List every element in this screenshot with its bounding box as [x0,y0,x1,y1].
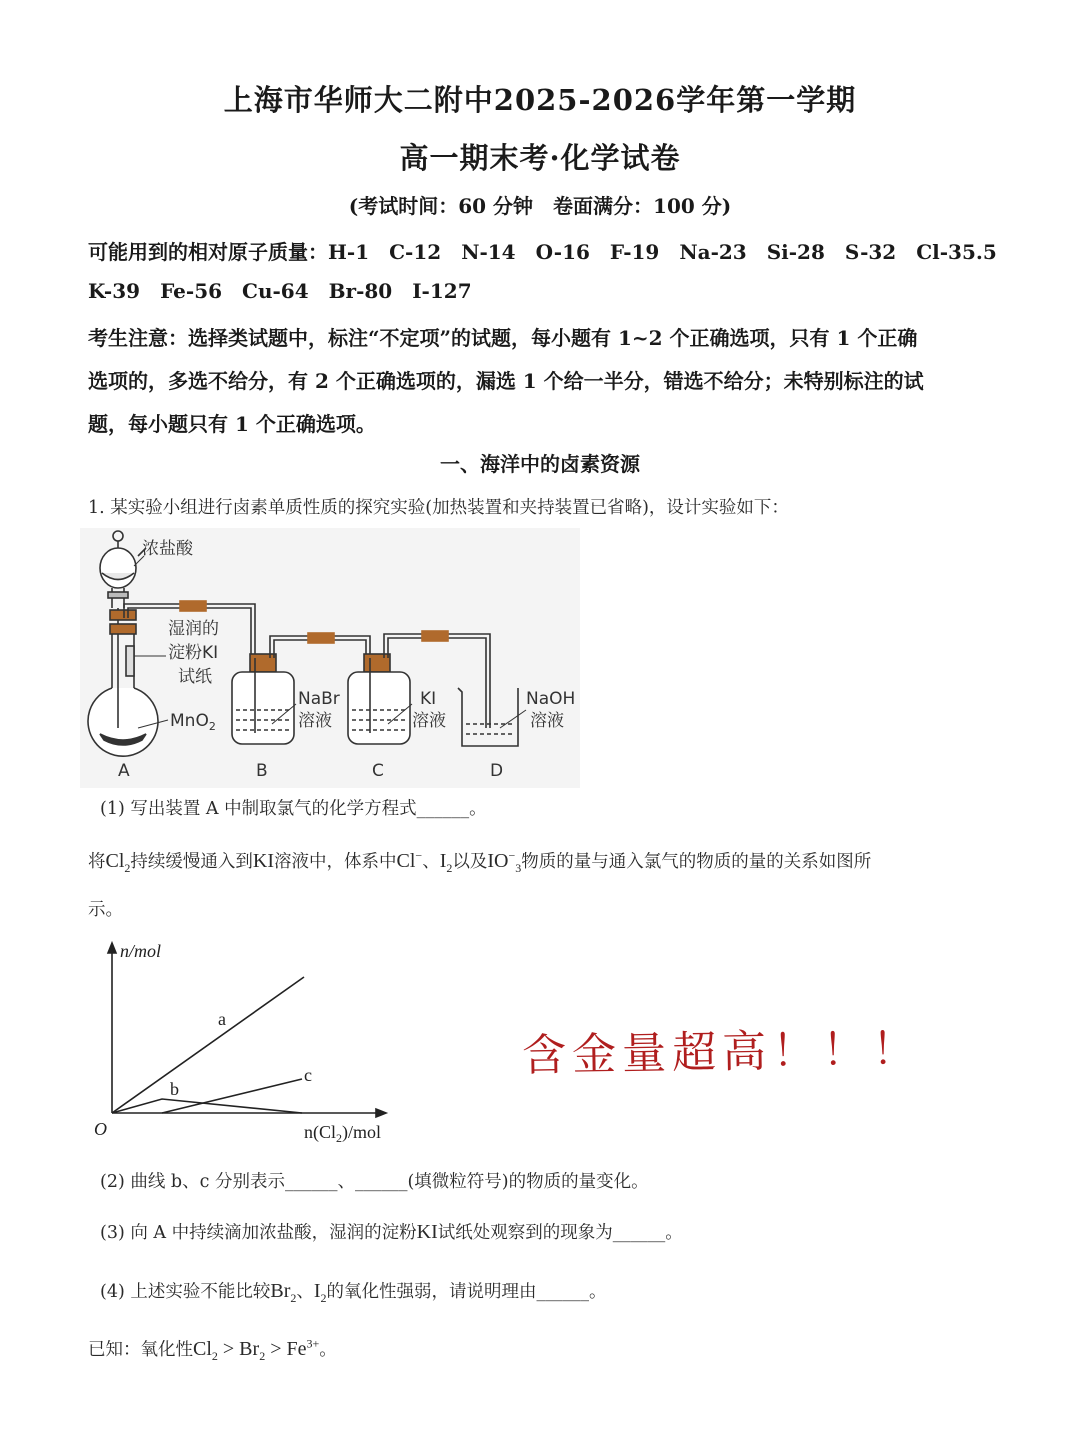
formula-ki: KI [252,850,275,872]
text-fragment: (4) 上述实验不能比较 [100,1282,271,1302]
curve-label-a: a [218,1009,226,1029]
handwritten-note: 含金量超高！！！ [521,1023,923,1082]
x-axis-label: $n(Cl_2)$/mol [304,1122,382,1145]
mass-item: Br-80 [328,279,393,303]
label-mno2: MnO$_2$ [170,711,216,733]
mass-item: O-16 [535,240,590,264]
formula-cl-ion: Cl− [396,848,423,872]
amount-graph [86,935,416,1150]
text-fragment: 已知：氧化性 [88,1340,193,1360]
formula-br2: $Br_2$ [270,1280,297,1305]
atomic-mass-line1 [88,236,1017,265]
exam-title-line1: 上海市华师大二附中2025-2026学年第一学期 [223,83,857,117]
text-fragment: 物质的量与通入氯气的物质的量的关系如图所 [521,852,872,872]
formula-io3: $IO^-_3$ [487,848,522,875]
mass-item: Cl-35.5 [916,240,997,264]
exam-info: (考试时间：60 分钟 卷面满分：100 分) [348,194,732,218]
formula-cl2: $Cl_2$ [105,850,131,875]
exam-title-line2: 高一期末考·化学试卷 [399,141,681,175]
station-label-a: A [118,761,130,781]
curve-label-b: b [170,1079,179,1099]
text-fragment: 、 [422,852,440,872]
mass-item: N-14 [461,240,516,264]
notice-line1: 考生注意：选择类试题中，标注“不定项”的试题，每小题有 1~2 个正确选项，只有 1 个正确 [88,326,918,350]
mass-item: Na-23 [679,240,747,264]
formula-ki: KI [416,1221,438,1243]
mass-item: I-127 [412,279,472,303]
label-ki-2: 溶液 [412,711,446,731]
notice-line2: 选项的，多选不给分，有 2 个正确选项的，漏选 1 个给一半分，错选不给分；未特别标注的试 [88,369,924,393]
known-oxidizing-order [88,1336,337,1364]
y-axis-arrow [108,943,116,953]
atomic-mass-line2 [88,279,492,303]
atomic-mass-label: 可能用到的相对原子质量： [88,240,328,264]
text-fragment: 的氧化性强弱，请说明理由______。 [326,1282,607,1302]
label-wet-paper-3: 试纸 [178,667,212,687]
text-fragment: 。 [319,1340,337,1360]
mass-item: F-19 [609,240,660,264]
text-fragment: 持续缓慢通入到 [130,852,253,872]
mass-item: Si-28 [766,240,825,264]
mass-item: H-1 [328,240,370,264]
apparatus-diagram [80,528,580,788]
text-fragment: 、 [296,1282,314,1302]
text-fragment: 试纸处观察到的现象为______。 [437,1223,683,1243]
mass-item: Fe-56 [160,279,223,303]
mass-item: K-39 [88,279,141,303]
label-nabr-1: NaBr [298,689,340,709]
station-label-c: C [372,761,384,781]
formula-i2: $I_2$ [439,850,453,875]
label-naoh-2: 溶液 [530,711,564,731]
graph-intro-line1 [88,848,871,876]
origin-label: O [94,1119,107,1139]
mass-item: C-12 [389,240,442,264]
text-fragment: 以及 [452,852,488,872]
formula-oxidizing-order: $Cl_2 > Br_2 > Fe^{3+}$ [193,1336,320,1363]
curve-b [112,1099,302,1113]
label-nabr-2: 溶液 [298,711,332,731]
curve-label-c: c [304,1065,312,1085]
graph-intro-line2: 示。 [88,900,123,920]
mass-item: Cu-64 [242,279,309,303]
label-naoh-1: NaOH [526,689,576,709]
sub-question-3 [100,1219,683,1244]
label-ki-1: KI [420,689,437,709]
x-axis-arrow [376,1109,386,1117]
notice-line3: 题，每小题只有 1 个正确选项。 [88,412,376,436]
label-wet-paper-2: 淀粉KI [168,643,219,663]
sub-question-4 [100,1278,607,1306]
text-fragment: 溶液中，体系中 [274,852,397,872]
sub-question-2: (2) 曲线 b、c 分别表示______、______(填微粒符号)的物质的量变化。 [100,1172,649,1192]
curve-a [112,977,304,1113]
text-fragment: 将 [88,852,106,872]
curve-c [162,1079,302,1113]
text-fragment: (3) 向 A 中持续滴加浓盐酸，湿润的淀粉 [100,1223,417,1243]
label-wet-paper-1: 湿润的 [168,619,219,639]
sub-question-1: (1) 写出装置 A 中制取氯气的化学方程式______。 [100,799,487,819]
station-label-d: D [490,761,504,781]
station-label-b: B [256,761,268,781]
formula-i2: $I_2$ [313,1280,327,1305]
mass-item: S-32 [844,240,897,264]
label-conc-hcl: 浓盐酸 [142,539,193,559]
question1-stem: 1. 某实验小组进行卤素单质性质的探究实验(加热装置和夹持装置已省略)，设计实验如下： [88,498,789,518]
y-axis-label: n/mol [120,941,162,961]
section-title: 一、海洋中的卤素资源 [440,452,640,476]
